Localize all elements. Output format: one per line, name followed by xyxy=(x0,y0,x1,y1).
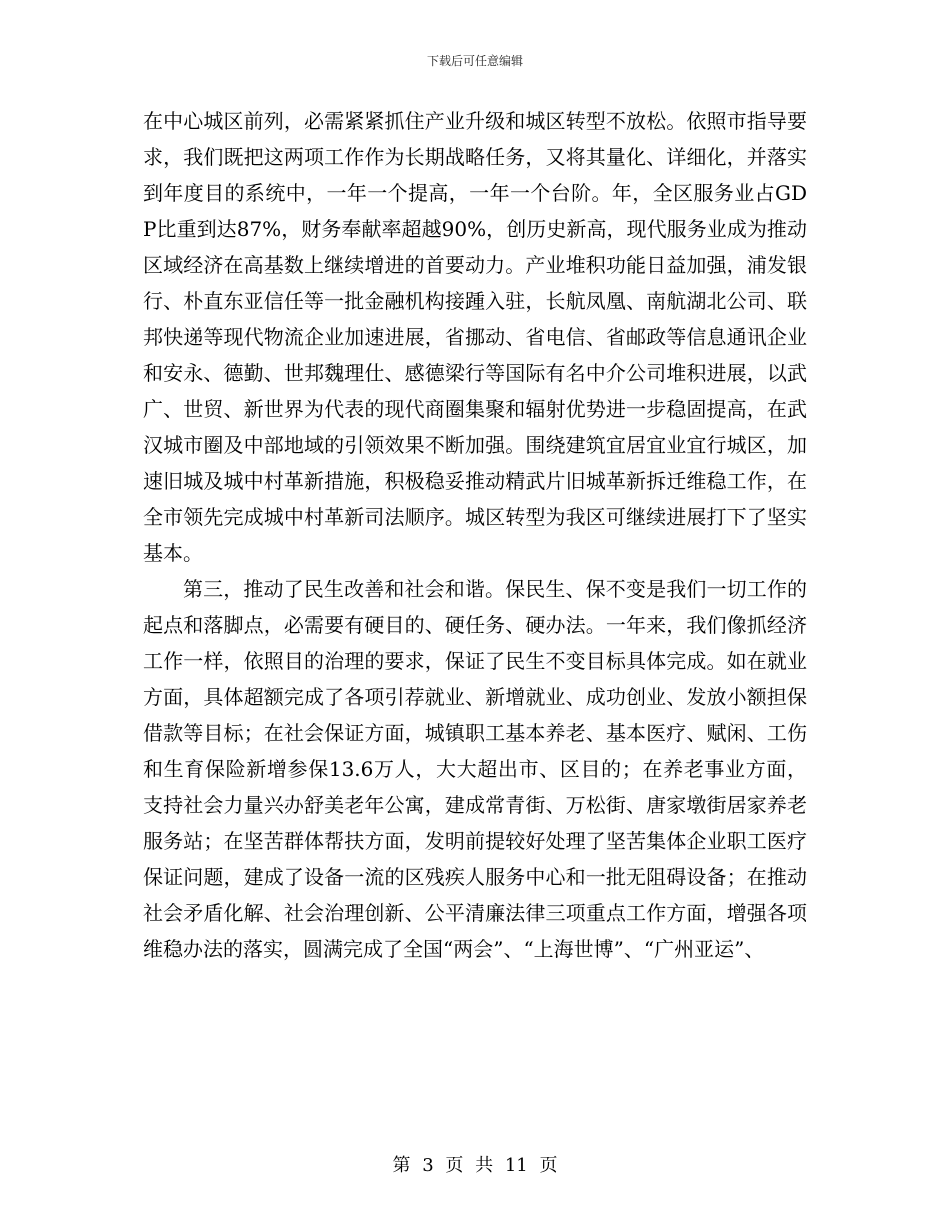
page-number-footer: 第 3 页 共 11 页 xyxy=(392,1155,558,1176)
document-body xyxy=(143,103,807,967)
body-paragraph-1: 在中心城区前列，必需紧紧抓住产业升级和城区转型不放松。依照市指导要求，我们既把这两项工作作为长期战略任务，又将其量化、详细化，并落实到年度目的系统中，一年一个提高，一年一个台阶。年，全区服务业占GDP比重到达87%，财务奉献率超越90%，创历史新高，现代服务业成为推动区域经济在高基数上继续增进的首要动力。产业堆积功能日益加强，浦发银行、朴直东亚信任等一批金融机构接踵入驻，长航凤凰、南航湖北公司、联邦快递等现代物流企业加速进展，省挪动、省电信、省邮政等信息通讯企业和安永、德勤、世邦魏理仕、感德梁行等国际有名中介公司堆积进展，以武广、世贸、新世界为代表的现代商圈集聚和辐射优势进一步稳固提高，在武汉城市圈及中部地域的引领效果不断加强。围绕建筑宜居宜业宜行城区，加速旧城及城中村革新措施，积极稳妥推动精武片旧城革新拆迁维稳工作，在全市领先完成城中村革新司法顺序。城区转型为我区可继续进展打下了坚实基本。 xyxy=(143,109,807,565)
body-paragraph-2: 第三，推动了民生改善和社会和谐。保民生、保不变是我们一切工作的起点和落脚点，必需要有硬目的、硬任务、硬办法。一年来，我们像抓经济工作一样，依照目的治理的要求，保证了民生不变目标具体完成。如在就业方面，具体超额完成了各项引荐就业、新增就业、成功创业、发放小额担保借款等目标；在社会保证方面，城镇职工基本养老、基本医疗、赋闲、工伤和生育保险新增参保13.6万人，大大超出市、区目的；在养老事业方面，支持社会力量兴办舒美老年公寓，建成常青街、万松街、唐家墩街居家养老服务站；在坚苦群体帮扶方面，发明前提较好处理了坚苦集体企业职工医疗保证问题，建成了设备一流的区残疾人服务中心和一批无阻碍设备；在推动社会矛盾化解、社会治理创新、公平清廉法律三项重点工作方面，增强各项维稳办法的落实，圆满完成了全国“两会”、“上海世博”、“广州亚运”、 xyxy=(143,577,807,961)
page-header-note: 下载后可任意编辑 xyxy=(426,54,523,68)
